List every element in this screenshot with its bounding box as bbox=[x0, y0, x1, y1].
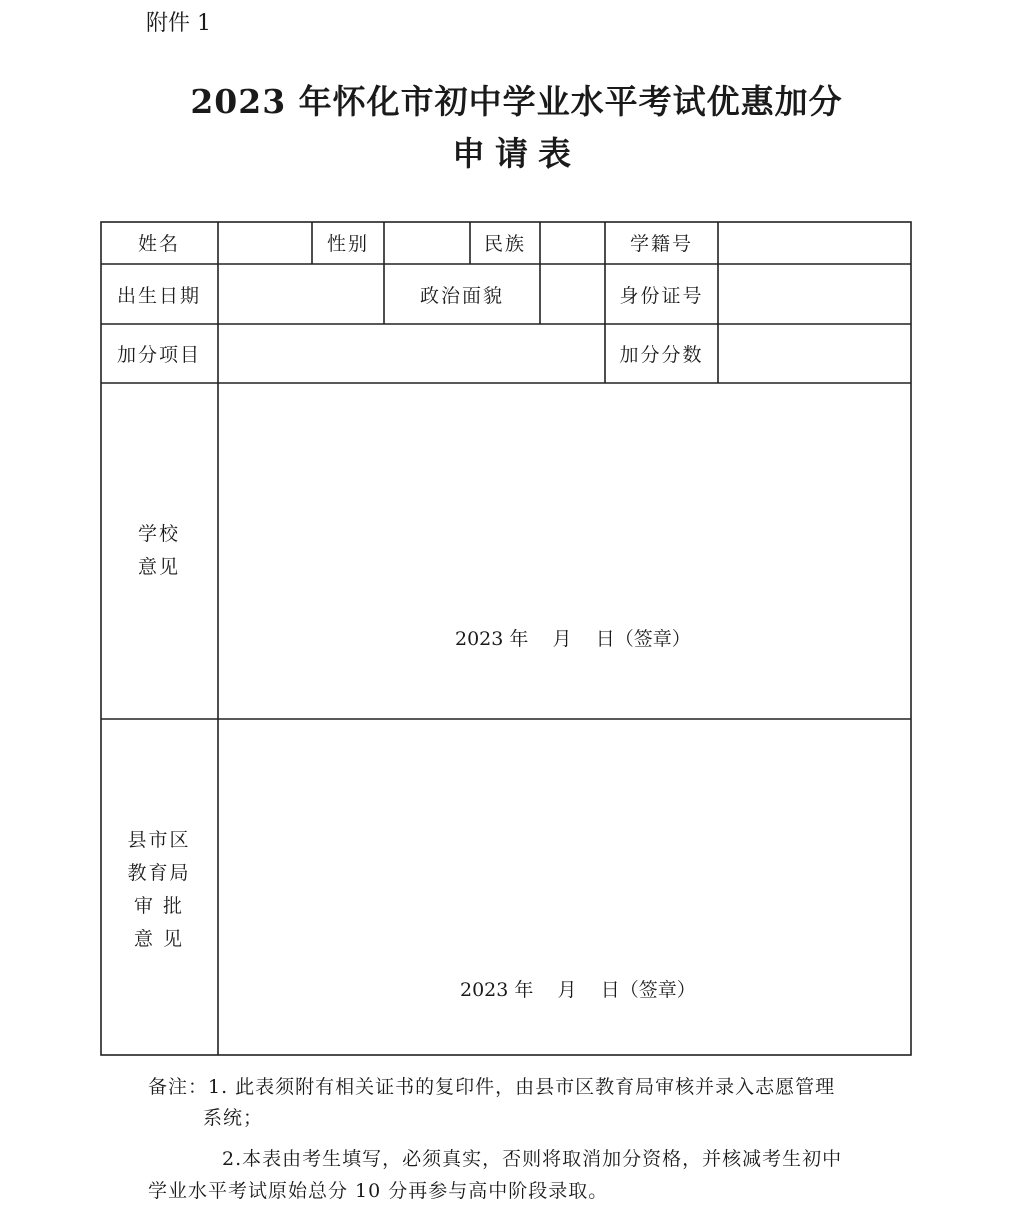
id-number-label: 身份证号 bbox=[619, 284, 704, 307]
bureau-opinion-date-line: 2023 年 月 日（签章） bbox=[460, 979, 696, 1001]
birth-date-label: 出生日期 bbox=[116, 284, 201, 307]
note-2-line2: 学业水平考试原始总分 10 分再参与高中阶段录取。 bbox=[148, 1180, 609, 1202]
school-opinion-date-line: 2023 年 月 日（签章） bbox=[455, 628, 691, 650]
school-opinion-label-line1: 学校 bbox=[137, 523, 180, 545]
attachment-label: 附件 1 bbox=[146, 11, 211, 36]
bureau-opinion-label-line2: 教育局 bbox=[127, 862, 191, 884]
political-status-field[interactable] bbox=[540, 264, 605, 324]
name-label: 姓名 bbox=[137, 233, 180, 255]
form-title-line2: 申请表 bbox=[452, 134, 581, 173]
bureau-opinion-label-line3: 审 批 bbox=[133, 895, 185, 917]
bureau-opinion-label bbox=[100, 719, 218, 1055]
note-1-line1: 备注：1. 此表须附有相关证书的复印件，由县市区教育局审核并录入志愿管理 bbox=[148, 1076, 836, 1098]
note-2-line1: 2.本表由考生填写，必须真实，否则将取消加分资格，并核减考生初中 bbox=[222, 1148, 843, 1170]
ethnicity-label: 民族 bbox=[483, 233, 526, 255]
id-number-field[interactable] bbox=[718, 264, 912, 324]
student-id-field[interactable] bbox=[718, 221, 912, 264]
bonus-points-label: 加分分数 bbox=[619, 344, 704, 366]
bureau-opinion-label-line1: 县市区 bbox=[127, 829, 191, 851]
ethnicity-field[interactable] bbox=[540, 221, 605, 264]
application-form-table bbox=[100, 221, 912, 1056]
bonus-item-field[interactable] bbox=[218, 324, 605, 383]
gender-label: 性别 bbox=[326, 233, 369, 255]
gender-field[interactable] bbox=[384, 221, 470, 264]
bureau-opinion-field[interactable] bbox=[218, 719, 912, 1055]
bonus-points-field[interactable] bbox=[718, 324, 912, 383]
bonus-item-label: 加分项目 bbox=[116, 344, 201, 366]
note-1-line2: 系统； bbox=[203, 1107, 264, 1129]
name-field[interactable] bbox=[218, 221, 312, 264]
student-id-label: 学籍号 bbox=[629, 233, 693, 255]
bureau-opinion-label-line4: 意 见 bbox=[133, 928, 185, 950]
form-title-line1: 2023 年怀化市初中学业水平考试优惠加分 bbox=[190, 82, 843, 121]
school-opinion-field[interactable] bbox=[218, 383, 912, 719]
school-opinion-label-line2: 意见 bbox=[137, 556, 180, 578]
birth-date-field[interactable] bbox=[218, 264, 384, 324]
school-opinion-label bbox=[100, 383, 218, 719]
political-status-label: 政治面貌 bbox=[419, 284, 504, 307]
